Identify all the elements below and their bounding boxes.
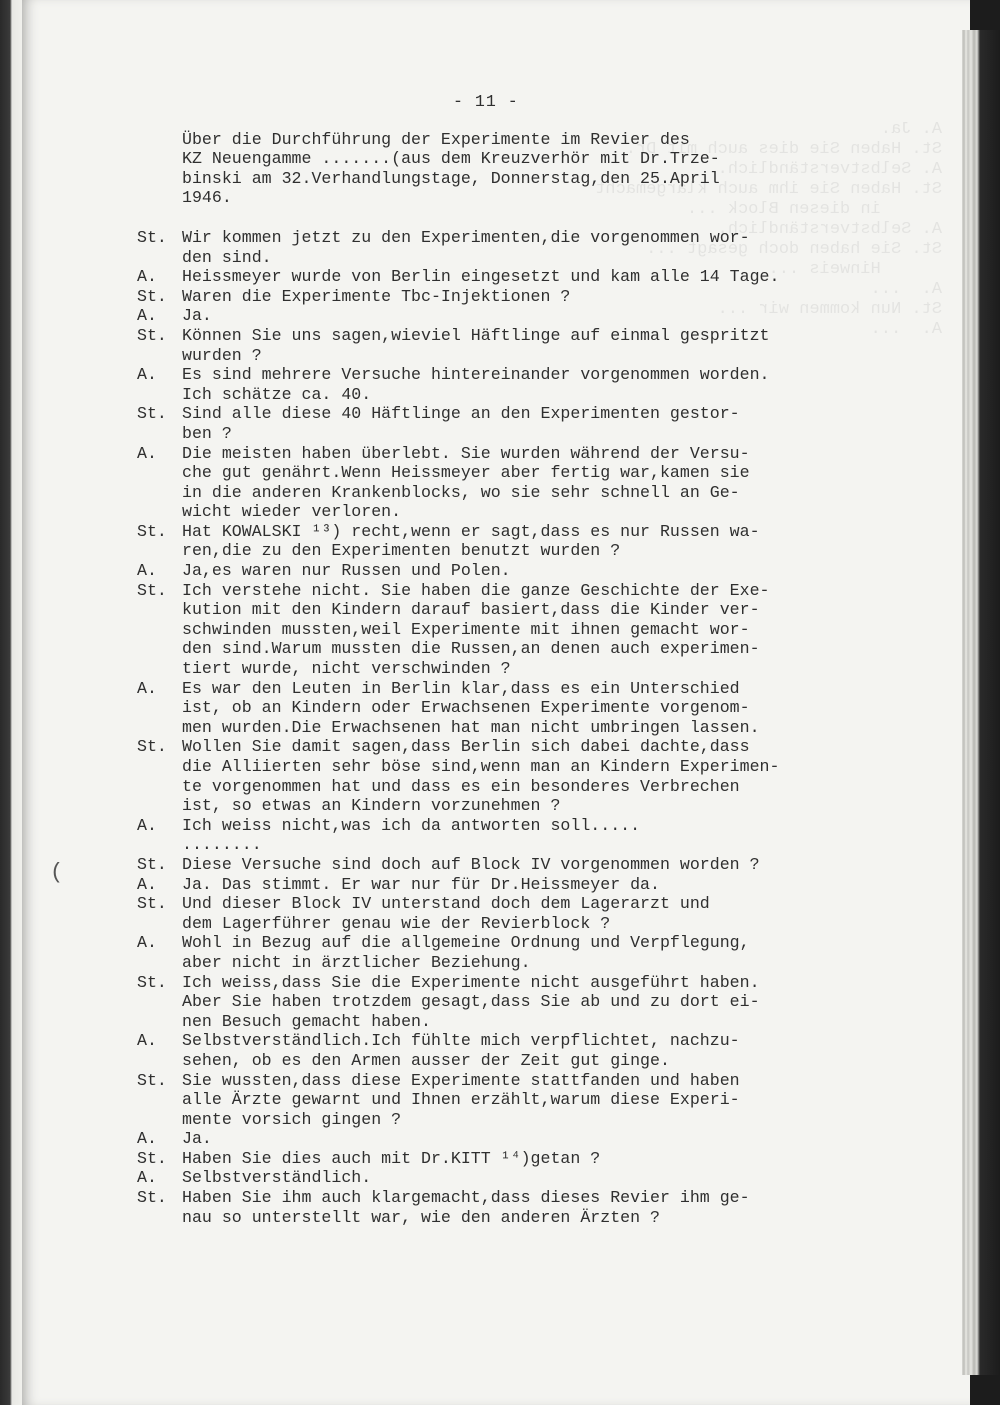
margin-mark: (: [50, 860, 64, 885]
dialogue-line: [137, 228, 907, 267]
dialogue-line: [137, 287, 907, 307]
statement: Selbstverständlich.Ich fühlte mich verpflichtet, nachzu- sehen, ob es den Armen ausser der Zeit gut ginge.: [182, 1031, 740, 1070]
dialogue-line: [137, 1188, 907, 1227]
dialogue-line: [137, 679, 907, 738]
statement: Ja.: [182, 306, 212, 326]
speaker: A.: [137, 306, 157, 326]
statement: Ich verstehe nicht. Sie haben die ganze Geschichte der Exe- kution mit den Kindern darauf basiert,dass die Kinder ver- schwinden mussten,weil Experimente mit ihnen gemacht wor- den sind.Warum mussten die Russen,an denen auch experimen- tiert wurde, nicht verschwinden ?: [182, 580, 770, 679]
statement: Ja,es waren nur Russen und Polen.: [182, 561, 511, 581]
speaker: A.: [137, 815, 157, 835]
dialogue-line: [137, 581, 907, 679]
dialogue-line: [137, 1129, 907, 1149]
statement: Die meisten haben überlebt. Sie wurden während der Versu- che gut genährt.Wenn Heissmeyer aber fertig war,kamen sie in die anderen Krankenblocks, wo sie sehr schnell an Ge- wicht wieder verloren.: [182, 443, 750, 522]
dialogue-line: [137, 875, 907, 895]
speaker: A.: [137, 874, 157, 894]
speaker: St.: [137, 972, 167, 992]
statement: Hat KOWALSKI ¹³) recht,wenn er sagt,dass es nur Russen wa- ren,die zu den Experimenten benutzt wurden ?: [182, 521, 760, 561]
speaker: St.: [137, 894, 167, 914]
speaker: St.: [137, 1070, 167, 1090]
dialogue-line: [137, 933, 907, 972]
speaker: A.: [137, 933, 157, 953]
dialogue-line: [137, 737, 907, 815]
statement: Sind alle diese 40 Häftlinge an den Experimenten gestor- ben ?: [182, 404, 740, 443]
speaker: A.: [137, 365, 157, 385]
dialogue-line: [137, 973, 907, 1032]
speaker: A.: [137, 443, 157, 463]
speaker: A.: [137, 1031, 157, 1051]
speaker: St.: [137, 521, 167, 541]
dialogue-line: [137, 306, 907, 326]
dialogue-line: [137, 816, 907, 855]
statement: Ja. Das stimmt. Er war nur für Dr.Heissmeyer da.: [182, 874, 660, 894]
statement: Wohl in Bezug auf die allgemeine Ordnung und Verpflegung, aber nicht in ärztlicher Beziehung.: [182, 933, 750, 972]
statement: Wollen Sie damit sagen,dass Berlin sich dabei dachte,dass die Alliierten sehr böse sind,wenn man an Kindern Experimen- te vorgenommen hat und dass es ein besonderes Verbrechen ist, so etwas an Kindern vorzunehmen ?: [182, 737, 780, 816]
dialogue-line: [137, 561, 907, 581]
statement: Selbstverständlich.: [182, 1168, 372, 1188]
dialogue-line: [137, 444, 907, 522]
speaker: St.: [137, 404, 167, 424]
dialogue: [137, 228, 907, 1227]
statement: Ich weiss,dass Sie die Experimente nicht ausgeführt haben. Aber Sie haben trotzdem gesagt,dass Sie ab und zu dort ei- nen Besuch gemacht haben.: [182, 972, 760, 1031]
speaker: St.: [137, 854, 167, 874]
statement: Heissmeyer wurde von Berlin eingesetzt und kam alle 14 Tage.: [182, 267, 780, 287]
speaker: St.: [137, 580, 167, 600]
dialogue-line: [137, 404, 907, 443]
speaker: St.: [137, 1148, 167, 1168]
statement: Diese Versuche sind doch auf Block IV vorgenommen worden ?: [182, 854, 760, 874]
statement: Wir kommen jetzt zu den Experimenten,die vorgenommen wor- den sind.: [182, 227, 750, 267]
speaker: A.: [137, 1168, 157, 1188]
section-heading: Über die Durchführung der Experimente im Revier des KZ Neuengamme .......(aus dem Kreuzverhör mit Dr.Trze- binski am 32.Verhandlungstage, Donnerstag,den 25.April 1946.: [182, 129, 720, 208]
statement: Waren die Experimente Tbc-Injektionen ?: [182, 286, 571, 306]
speaker: A.: [137, 561, 157, 581]
dialogue-line: [137, 365, 907, 404]
dialogue-line: [137, 855, 907, 875]
binding-edge: [0, 0, 22, 1405]
statement: Es sind mehrere Versuche hintereinander vorgenommen worden. Ich schätze ca. 40.: [182, 365, 770, 404]
statement: Und dieser Block IV unterstand doch dem Lagerarzt und dem Lagerführer genau wie der Revierblock ?: [182, 894, 710, 933]
statement: Haben Sie ihm auch klargemacht,dass dieses Revier ihm ge- nau so unterstellt war, wie den anderen Ärzten ?: [182, 1188, 750, 1227]
speaker: St.: [137, 1188, 167, 1208]
statement: Es war den Leuten in Berlin klar,dass es ein Unterschied ist, ob an Kindern oder Erwachsenen Experimente vorgenom- men wurden.Die Erwachsenen hat man nicht umbringen lassen.: [182, 678, 760, 737]
show-through-text: A. Ja. St. Haben Sie dies auch mit Dr. A. Selbstverständlich. St. Haben Sie ihm auch klargemacht in diesen Block ... A. Selbstverständlich. St. Sie haben doch gesagt ... Hinweis ... A. ... St. Nun kommen wir ... A. ...: [595, 120, 942, 339]
speaker: A.: [137, 1129, 157, 1149]
statement: Sie wussten,dass diese Experimente stattfanden und haben alle Ärzte gewarnt und Ihnen erzählt,warum diese Experi- mente vorsich gingen ?: [182, 1070, 740, 1129]
statement: Können Sie uns sagen,wieviel Häftlinge auf einmal gespritzt wurden ?: [182, 325, 770, 365]
speaker: St.: [137, 286, 167, 306]
dialogue-line: [137, 326, 907, 365]
dialogue-line: [137, 522, 907, 561]
document-page: [22, 0, 970, 1405]
statement: Ja.: [182, 1129, 212, 1149]
speaker: St.: [137, 325, 167, 345]
dialogue-line: [137, 1149, 907, 1169]
dialogue-line: [137, 1168, 907, 1188]
dialogue-line: [137, 1071, 907, 1130]
stacked-pages-edge: [962, 30, 1000, 1375]
statement: Haben Sie dies auch mit Dr.KITT ¹⁴)getan ?: [182, 1148, 601, 1168]
dialogue-line: [137, 1031, 907, 1070]
speaker: St.: [137, 737, 167, 757]
dialogue-line: [137, 894, 907, 933]
speaker: A.: [137, 678, 157, 698]
dialogue-line: [137, 267, 907, 287]
speaker: A.: [137, 267, 157, 287]
page-content: [137, 92, 907, 1227]
speaker: St.: [137, 227, 167, 247]
page-number: - 11 -: [453, 92, 519, 111]
statement: Ich weiss nicht,was ich da antworten soll..... ........: [182, 815, 641, 855]
